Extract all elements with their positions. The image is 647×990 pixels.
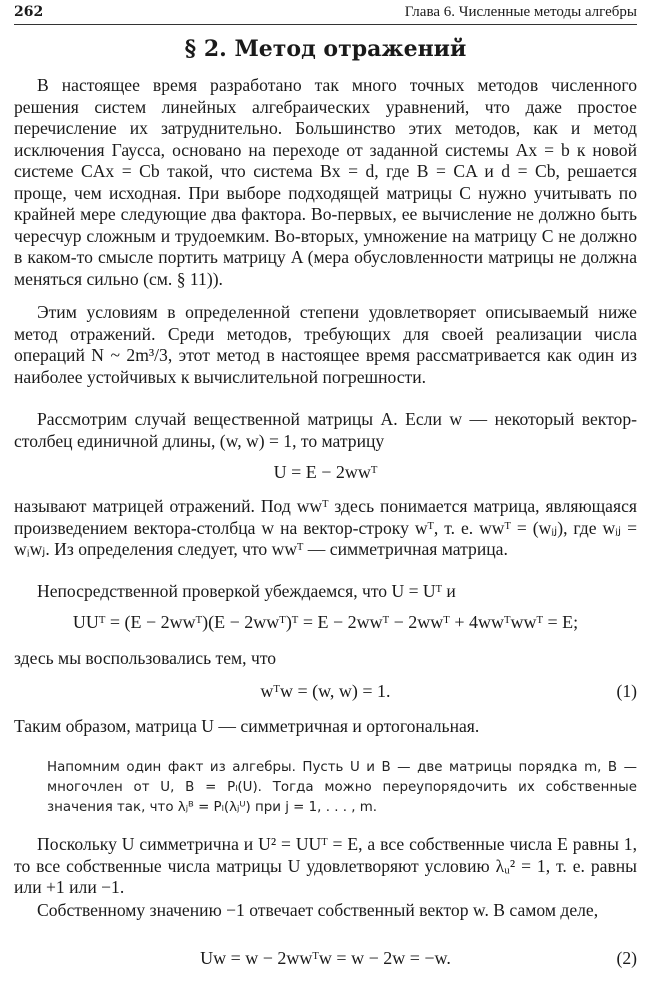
- paragraph-conclusion: Таким образом, матрица U — симметричная и ортогональная.: [14, 716, 480, 736]
- book-page: [14, 0, 637, 990]
- section-title: § 2. Метод отражений: [184, 36, 467, 62]
- page-header: [14, 2, 637, 25]
- equation-2-number: (2): [616, 948, 637, 968]
- paragraph-eigenvalues: Поскольку U симметрична и U² = UUᵀ = E, а все собственные числа E равны 1, то все собственные числа матрицы U удовлетворяют условию λᵤ² = 1, т. е. равны или +1 или −1.: [14, 834, 637, 897]
- paragraph-definition: называют матрицей отражений. Под wwᵀ здесь понимается матрица, являющаяся произведением вектора-столбца w на вектор-строку wᵀ, т. е. wwᵀ = (wᵢⱼ), где wᵢⱼ = wᵢwⱼ. Из определения следует, что wwᵀ — симметричная матрица.: [14, 496, 637, 559]
- paragraph-method-description: Этим условиям в определенной степени удовлетворяет описываемый ниже метод отражений. Среди методов, требующих для своей реализации числа операций N ~ 2m³/3, этот метод в настоящее время рассматривается как один из наиболее устойчивых к вычислительной погрешности.: [14, 302, 637, 387]
- page-number: 262: [14, 4, 44, 20]
- paragraph-eigenvector: Собственному значению −1 отвечает собственный вектор w. В самом деле,: [37, 900, 599, 920]
- paragraph-real-matrix: Рассмотрим случай вещественной матрицы A. Если w — некоторый вектор-столбец единичной длины, (w, w) = 1, то матрицу: [14, 409, 637, 451]
- paragraph-verification: Непосредственной проверкой убеждаемся, что U = Uᵀ и: [37, 581, 456, 601]
- equation-orthogonality: UUᵀ = (E − 2wwᵀ)(E − 2wwᵀ)ᵀ = E − 2wwᵀ − 2wwᵀ + 4wwᵀwwᵀ = E;: [72, 612, 579, 632]
- running-title: Глава 6. Численные методы алгебры: [404, 4, 637, 20]
- paragraph-intro: В настоящее время разработано так много точных методов численного решения систем линейных алгебраических уравнений, что даже простое перечисление их затруднительно. Большинство этих методов, как и метод исключения Гаусса, основано на переходе от заданной системы Ax = b к новой системе CAx = Cb такой, что система Bx = d, где B = CA и d = Cb, решается проще, чем исходная. При выборе подходящей матрицы C нужно учитывать по крайней мере следующие два фактора. Во-первых, ее вычисление не должно быть чересчур сложным и трудоемким. Во-вторых, умножение на матрицу C не должно в каком-то смысле портить матрицу A (мера обусловленности матрицы не должна меняться сильно (см. § 11)).: [14, 75, 637, 289]
- algebra-note: Напомним один факт из алгебры. Пусть U и B — две матрицы порядка m, B — многочлен от U, B = Pₗ(U). Тогда можно переупорядочить их собственные значения так, что λⱼᴮ = Pₗ(λⱼᵁ) при j = 1, . . . , m.: [47, 760, 637, 815]
- equation-1: wᵀw = (w, w) = 1.: [260, 681, 391, 701]
- paragraph-used-fact: здесь мы воспользовались тем, что: [14, 648, 277, 668]
- equation-2: Uw = w − 2wwᵀw = w − 2w = −w.: [200, 948, 451, 968]
- equation-reflection-matrix: U = E − 2wwᵀ: [273, 462, 378, 482]
- equation-1-number: (1): [616, 681, 637, 701]
